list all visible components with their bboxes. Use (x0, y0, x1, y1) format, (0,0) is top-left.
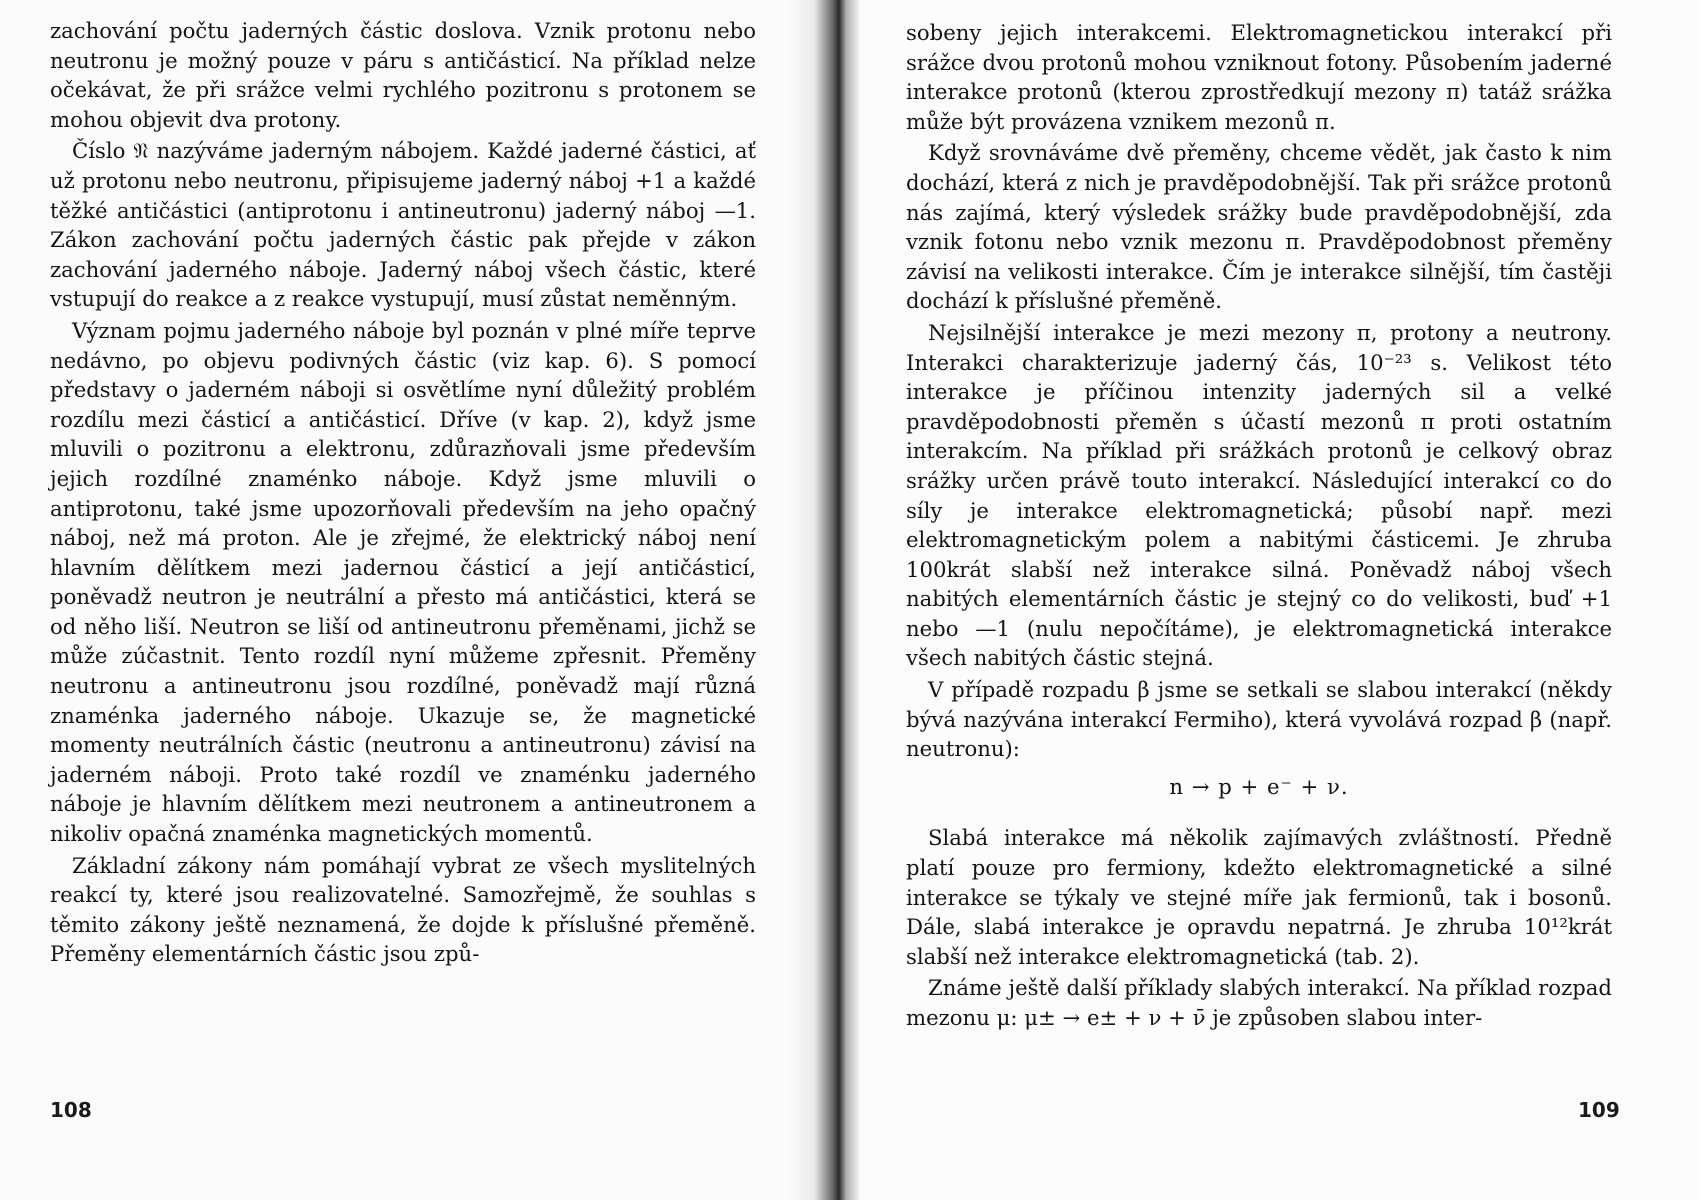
paragraph: sobeny jejich interakcemi. Elektromagnetickou interakcí při srážce dvou protonů mohou vzniknout fotony. Působením jaderné interakce protonů (kterou zprostředkují mezony π) tatáž srážka může být provázena vznikem mezonů π. (906, 20, 1612, 134)
paragraph: Známe ještě další příklady slabých interakcí. Na příklad rozpad mezonu μ: μ± → e± + ν + ν̄ je způsoben slabou inter- (906, 975, 1612, 1030)
left-page (0, 0, 830, 1200)
paragraph: V případě rozpadu β jsme se setkali se slabou interakcí (někdy bývá nazývána interakcí Fermiho), která vyvolává rozpad β (např. neutronu): (906, 677, 1612, 762)
right-page-text (906, 18, 1612, 1033)
paragraph: zachování počtu jaderných částic doslova. Vznik protonu nebo neutronu je možný pouze v páru s antičásticí. Na příklad nelze očekávat, že při srážce velmi rychlého pozitronu s protonem se mohou objevit dva protony. (50, 18, 756, 132)
paragraph: Základní zákony nám pomáhají vybrat ze všech myslitelných reakcí ty, které jsou realizovatelné. Samozřejmě, že souhlas s těmito zákony ještě neznamená, že dojde k příslušné přeměně. Přeměny elementárních částic jsou způ- (50, 852, 756, 967)
book-gutter (790, 0, 860, 1200)
paragraph: Když srovnáváme dvě přeměny, chceme vědět, jak často k nim dochází, která z nich je pravděpodobnější. Tak při srážce protonů nás zajímá, který výsledek srážky bude pravděpodobnější, zda vznik fotonu nebo vznik mezonu π. Pravděpodobnost přeměny závisí na velikosti interakce. Čím je interakce silnější, tím častěji dochází k příslušné přeměně. (906, 140, 1612, 314)
page-number-right: 109 (1578, 1098, 1620, 1122)
right-page (840, 0, 1700, 1200)
paragraph: Číslo 𝔑 nazýváme jaderným nábojem. Každé jaderné částici, ať už protonu nebo neutronu, připisujeme jaderný náboj +1 a každé těžké antičástici (antiprotonu i antineutronu) jaderný náboj —1. Zákon zachování počtu jaderných částic pak přejde v zákon zachování jaderného náboje. Jaderný náboj všech částic, které vstupují do reakce a z reakce vystupují, musí zůstat neměnným. (50, 138, 756, 312)
left-page-text (50, 16, 756, 969)
decay-equation: n → p + e⁻ + ν. (1169, 773, 1349, 799)
paragraph: Význam pojmu jaderného náboje byl poznán v plné míře teprve nedávno, po objevu podivných částic (viz kap. 6). S pomocí představy o jaderném náboji si osvětlíme nyní důležitý problém rozdílu mezi částicí a antičásticí. Dříve (v kap. 2), když jsme mluvili o pozitronu a elektronu, zdůrazňovali jsme především jejich rozdílné znaménko náboje. Když jsme mluvili o antiprotonu, také jsme upozorňovali především na jeho opačný náboj, než má proton. Ale je zřejmé, že elektrický náboj není hlavním dělítkem mezi jadernou částicí a její antičásticí, poněvadž neutron je neutrální a přesto má antičástici, která se od něho liší. Neutron se liší od antineutronu přeměnami, jichž se může zúčastnit. Tento rozdíl nyní můžeme zpřesnit. Přeměny neutronu a antineutronu jsou rozdílné, poněvadž mají různá znaménka jaderného náboje. Ukazuje se, že magnetické momenty neutrálních částic (neutronu a antineutronu) závisí na jaderném náboji. Proto také rozdíl ve znaménku jaderného náboje je hlavním dělítkem mezi neutronem a antineutronem a nikoliv opačná znaménka magnetických momentů. (50, 317, 756, 847)
paragraph: Nejsilnější interakce je mezi mezony π, protony a neutrony. Interakci charakterizuje jaderný čás, 10⁻²³ s. Velikost této interakce je příčinou intenzity jaderných sil a velké pravděpodobnosti přeměn s účastí mezonů π proti ostatním interakcím. Na příklad při srážkách protonů je celkový obraz srážky určen právě touto interakcí. Následující interakcí co do síly je interakce elektromagnetická; působí např. mezi elektromagnetickým polem a nabitými částicemi. Je zhruba 100krát slabší než interakce silná. Poněvadž náboj všech nabitých elementárních částic je stejný co do velikosti, buď +1 nebo —1 (nulu nepočítáme), je elektromagnetická interakce všech nabitých částic stejná. (906, 319, 1612, 671)
paragraph: Slabá interakce má několik zajímavých zvláštností. Předně platí pouze pro fermiony, kdežto elektromagnetické a silné interakce se týkaly ve stejné míře jak fermionů, tak i bosonů. Dále, slabá interakce je opravdu nepatrná. Je zhruba 10¹²krát slabší než interakce elektromagnetická (tab. 2). (906, 825, 1612, 969)
page-number-left: 108 (50, 1098, 92, 1122)
